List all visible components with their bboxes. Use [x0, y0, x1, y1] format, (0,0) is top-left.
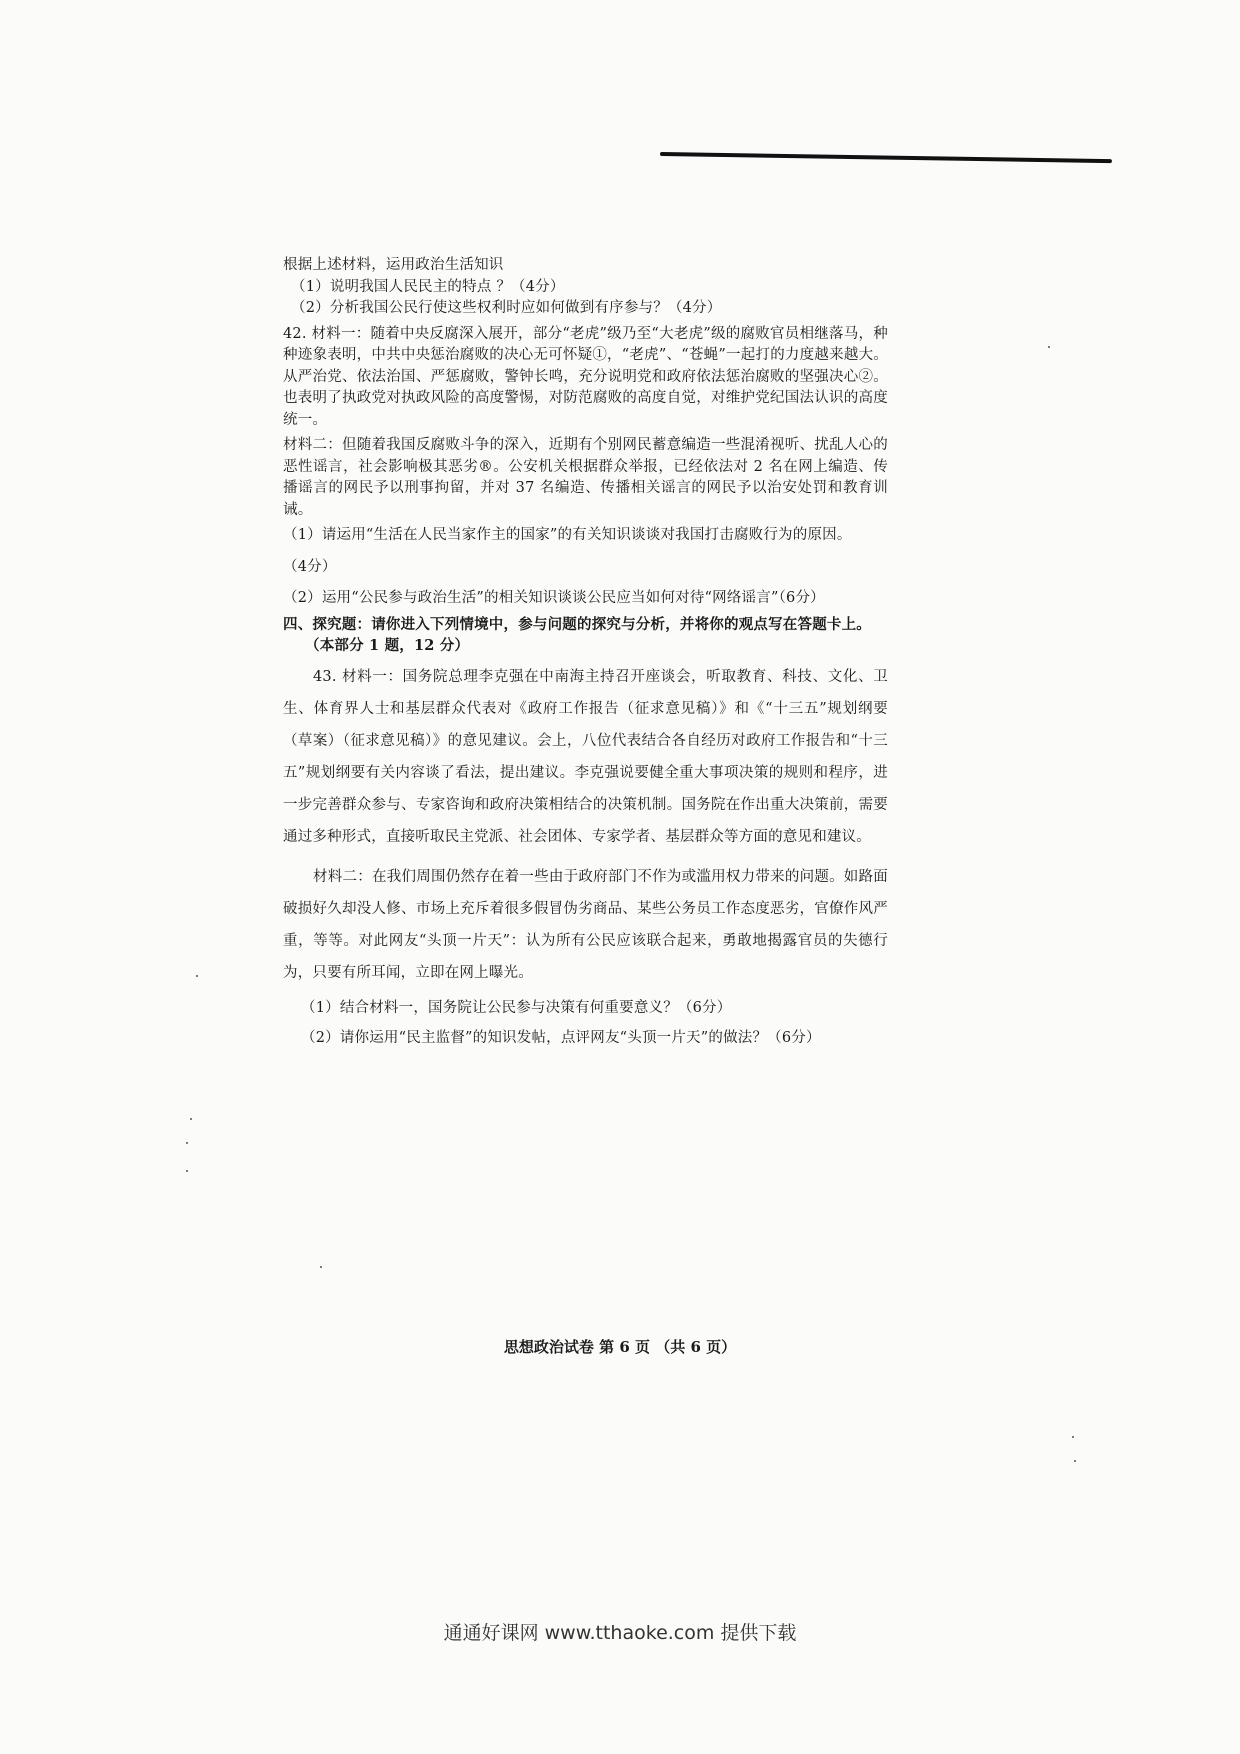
q42-material-2: 材料二：但随着我国反腐败斗争的深入，近期有个别网民蓄意编造一些混淆视听、扰乱人心的恶性谣言，社会影响极其恶劣®。公安机关根据群众举报，已经依法对 2 名在网上编造、传播谣言的网民予以刑事拘留，并对 37 名编造、传播相关谣言的网民予以治安处罚和教育训诫。 — [283, 437, 888, 518]
scan-speck — [196, 975, 198, 977]
scan-speck — [186, 1142, 188, 1144]
scan-speck — [1072, 1436, 1074, 1438]
q42-question-1-score: （4分） — [283, 558, 337, 575]
q42-material-1: 42. 材料一：随着中央反腐深入展开，部分“老虎”级乃至“大老虎”级的腐败官员相继落马，种种迹象表明，中共中央惩治腐败的决心无可怀疑①，“老虎”、“苍蝇”一起打的力度越来越大。从严治党、依法治国、严惩腐败，警钟长鸣，充分说明党和政府依法惩治腐败的坚强决心②。也表明了执政党对执政风险的高度警惕，对防范腐败的高度自觉，对维护党纪国法认识的高度统一。 — [283, 325, 888, 428]
q43-question-2: （2）请你运用“民主监督”的知识发帖，点评网友“头顶一片天”的做法？（6分） — [301, 1029, 821, 1046]
q43-question-1: （1）结合材料一，国务院让公民参与决策有何重要意义？（6分） — [301, 999, 732, 1016]
intro-question-1: （1）说明我国人民民主的特点 ？（4分） — [291, 278, 565, 295]
q43-material-2: 材料二：在我们周围仍然存在着一些由于政府部门不作为或滥用权力带来的问题。如路面破损好久却没人修、市场上充斥着很多假冒伪劣商品、某些公务员工作态度恶劣，官僚作风严重，等等。对此网友“头顶一片天”：认为所有公民应该联合起来，勇敢地揭露官员的失德行为，只要有所耳闻，立即在网上曝光。 — [283, 868, 888, 981]
page-footer: 思想政治试卷 第 6 页 （共 6 页） — [503, 1338, 737, 1356]
scan-speck — [1074, 1460, 1076, 1462]
scan-speck — [1048, 346, 1050, 348]
section-4-subheading: （本部分 1 题，12 分） — [305, 637, 470, 654]
q42-question-1: （1）请运用“生活在人民当家作主的国家”的有关知识谈谈对我国打击腐败行为的原因。 — [283, 527, 852, 543]
top-rule-line — [660, 152, 1112, 163]
q43-material-1: 43. 材料一：国务院总理李克强在中南海主持召开座谈会，听取教育、科技、文化、卫生、体育界人士和基层群众代表对《政府工作报告（征求意见稿）》和《“十三五”规划纲要（草案）（征求意见稿）》的意见建议。会上，八位代表结合各自经历对政府工作报告和“十三五”规划纲要有关内容谈了看法，提出建议。李克强说要健全重大事项决策的规则和程序，进一步完善群众参与、专家咨询和政府决策相结合的决策机制。国务院在作出重大决策前，需要通过多种形式，直接听取民主党派、社会团体、专家学者、基层群众等方面的意见和建议。 — [283, 668, 888, 845]
exam-content — [283, 255, 888, 1053]
scan-speck — [186, 1170, 188, 1172]
intro-lead: 根据上述材料，运用政治生活知识 — [283, 257, 504, 273]
scan-speck — [320, 1266, 322, 1268]
scan-speck — [190, 1118, 192, 1120]
q42-question-2: （2）运用“公民参与政治生活”的相关知识谈谈公民应当如何对待“网络谣言”（6分） — [283, 590, 825, 606]
intro-question-2: （2）分析我国公民行使这些权利时应如何做到有序参与？（4分） — [291, 300, 722, 316]
section-4-heading: 四、探究题：请你进入下列情境中，参与问题的探究与分析，并将你的观点写在答题卡上。 — [283, 615, 871, 633]
site-watermark: 通通好课网 www.tthaoke.com 提供下载 — [443, 1622, 797, 1644]
